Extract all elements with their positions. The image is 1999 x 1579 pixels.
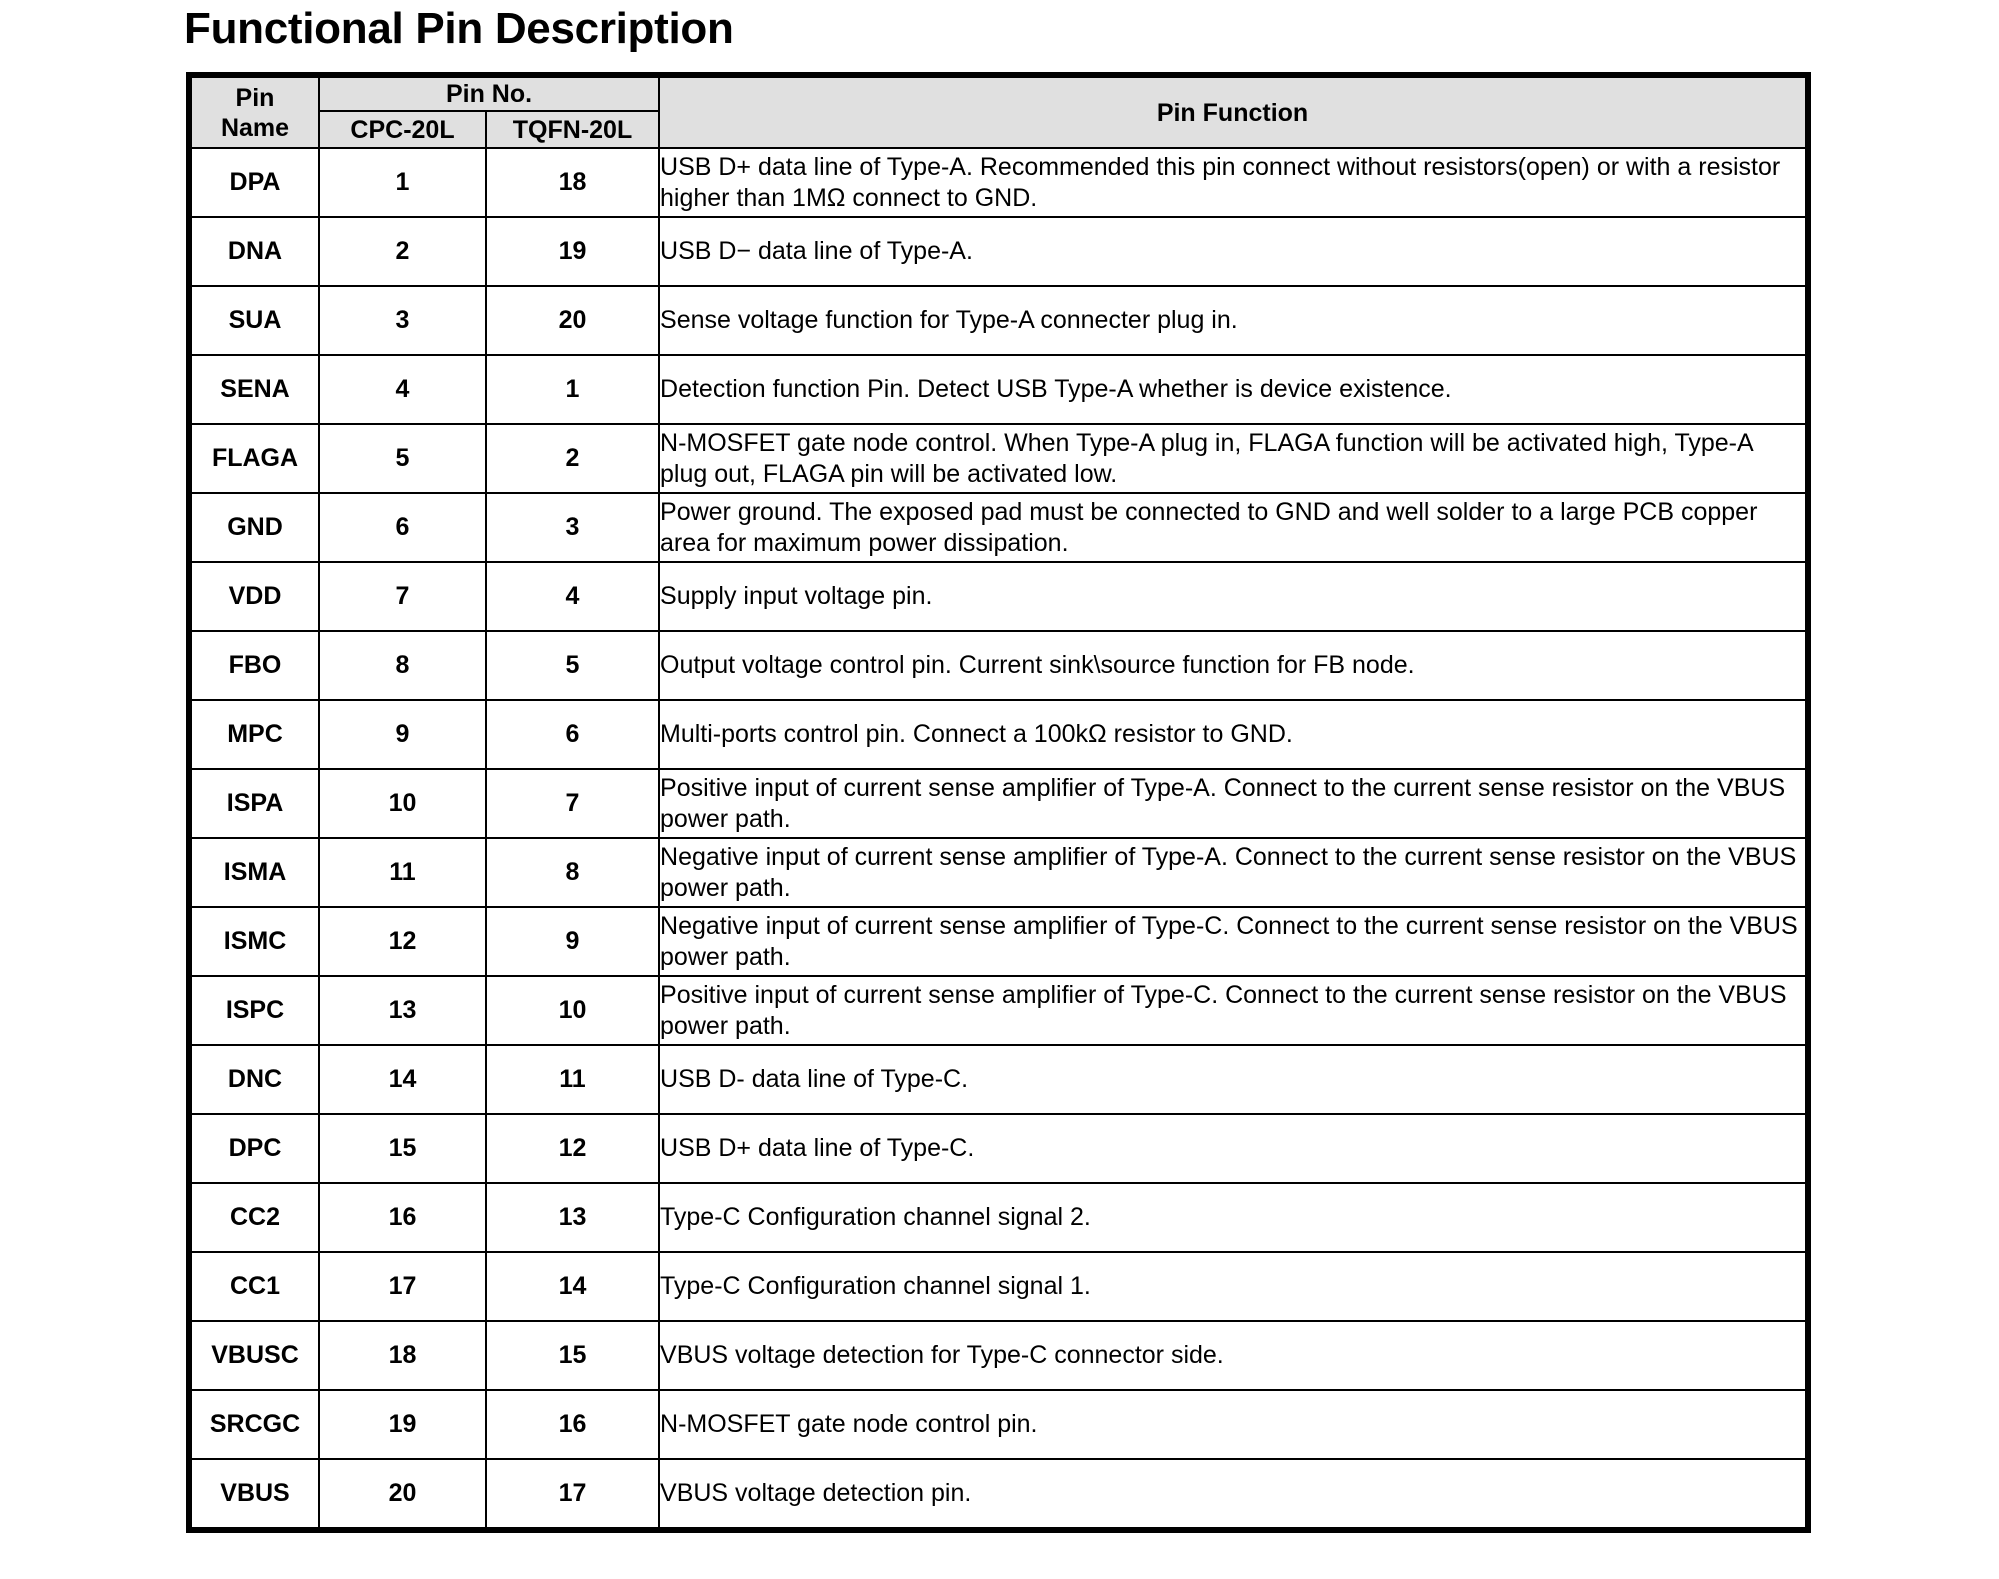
tqfn-pin-cell: 12 xyxy=(486,1114,659,1183)
pin-name-cell: SENA xyxy=(189,355,319,424)
cpc-pin-cell: 20 xyxy=(319,1459,486,1530)
pin-name-cell: FLAGA xyxy=(189,424,319,493)
cpc-pin-cell: 6 xyxy=(319,493,486,562)
header-pin-no: Pin No. xyxy=(319,75,659,111)
table-row xyxy=(189,1459,1808,1530)
tqfn-pin-cell: 10 xyxy=(486,976,659,1045)
tqfn-pin-cell: 9 xyxy=(486,907,659,976)
pin-function-cell: Detection function Pin. Detect USB Type-A whether is device existence. xyxy=(659,355,1808,424)
tqfn-pin-cell: 13 xyxy=(486,1183,659,1252)
table-row xyxy=(189,1045,1808,1114)
table-row xyxy=(189,769,1808,838)
pin-function-cell: Sense voltage function for Type-A connecter plug in. xyxy=(659,286,1808,355)
pin-name-cell: ISMA xyxy=(189,838,319,907)
cpc-pin-cell: 4 xyxy=(319,355,486,424)
cpc-pin-cell: 8 xyxy=(319,631,486,700)
cpc-pin-cell: 12 xyxy=(319,907,486,976)
pin-name-cell: CC2 xyxy=(189,1183,319,1252)
pin-function-cell: USB D+ data line of Type-C. xyxy=(659,1114,1808,1183)
tqfn-pin-cell: 1 xyxy=(486,355,659,424)
table-row xyxy=(189,286,1808,355)
table-row xyxy=(189,562,1808,631)
tqfn-pin-cell: 15 xyxy=(486,1321,659,1390)
pin-name-cell: CC1 xyxy=(189,1252,319,1321)
pin-name-cell: VBUSC xyxy=(189,1321,319,1390)
table-row xyxy=(189,1321,1808,1390)
cpc-pin-cell: 5 xyxy=(319,424,486,493)
pin-function-cell: Power ground. The exposed pad must be connected to GND and well solder to a large PCB copper area for maximum power dissipation. xyxy=(659,493,1808,562)
page-title: Functional Pin Description xyxy=(184,4,734,53)
pin-name-cell: DPC xyxy=(189,1114,319,1183)
table-row xyxy=(189,631,1808,700)
table-row xyxy=(189,976,1808,1045)
cpc-pin-cell: 17 xyxy=(319,1252,486,1321)
pin-function-cell: Type-C Configuration channel signal 1. xyxy=(659,1252,1808,1321)
cpc-pin-cell: 18 xyxy=(319,1321,486,1390)
pin-function-cell: Multi-ports control pin. Connect a 100kΩ resistor to GND. xyxy=(659,700,1808,769)
cpc-pin-cell: 7 xyxy=(319,562,486,631)
tqfn-pin-cell: 18 xyxy=(486,148,659,217)
pin-function-cell: N-MOSFET gate node control. When Type-A plug in, FLAGA function will be activated high, Type-A plug out, FLAGA pin will be activated low. xyxy=(659,424,1808,493)
cpc-pin-cell: 9 xyxy=(319,700,486,769)
pin-name-cell: FBO xyxy=(189,631,319,700)
pin-name-cell: DPA xyxy=(189,148,319,217)
cpc-pin-cell: 10 xyxy=(319,769,486,838)
pin-function-cell: Type-C Configuration channel signal 2. xyxy=(659,1183,1808,1252)
tqfn-pin-cell: 7 xyxy=(486,769,659,838)
tqfn-pin-cell: 11 xyxy=(486,1045,659,1114)
header-pin-name-line1: Pin xyxy=(235,83,275,112)
table-row xyxy=(189,217,1808,286)
table-row xyxy=(189,424,1808,493)
pin-function-cell: USB D+ data line of Type-A. Recommended this pin connect without resistors(open) or with a resistor higher than 1MΩ connect to GND. xyxy=(659,148,1808,217)
pin-function-cell: USB D− data line of Type-A. xyxy=(659,217,1808,286)
cpc-pin-cell: 19 xyxy=(319,1390,486,1459)
table-row xyxy=(189,148,1808,217)
pin-name-cell: SRCGC xyxy=(189,1390,319,1459)
cpc-pin-cell: 16 xyxy=(319,1183,486,1252)
header-tqfn-20l: TQFN-20L xyxy=(486,111,659,148)
pin-function-cell: Negative input of current sense amplifier of Type-C. Connect to the current sense resistor on the VBUS power path. xyxy=(659,907,1808,976)
table-row xyxy=(189,1114,1808,1183)
tqfn-pin-cell: 4 xyxy=(486,562,659,631)
pin-function-cell: Positive input of current sense amplifier of Type-A. Connect to the current sense resistor on the VBUS power path. xyxy=(659,769,1808,838)
pin-name-cell: ISPC xyxy=(189,976,319,1045)
cpc-pin-cell: 15 xyxy=(319,1114,486,1183)
cpc-pin-cell: 3 xyxy=(319,286,486,355)
tqfn-pin-cell: 5 xyxy=(486,631,659,700)
pin-function-cell: Supply input voltage pin. xyxy=(659,562,1808,631)
cpc-pin-cell: 14 xyxy=(319,1045,486,1114)
tqfn-pin-cell: 6 xyxy=(486,700,659,769)
header-cpc-20l: CPC-20L xyxy=(319,111,486,148)
header-pin-function: Pin Function xyxy=(659,75,1808,148)
table-row xyxy=(189,1390,1808,1459)
table-row xyxy=(189,1252,1808,1321)
tqfn-pin-cell: 20 xyxy=(486,286,659,355)
tqfn-pin-cell: 8 xyxy=(486,838,659,907)
header-pin-name-line2: Name xyxy=(220,113,290,142)
table-row xyxy=(189,700,1808,769)
pin-name-cell: GND xyxy=(189,493,319,562)
table-row xyxy=(189,493,1808,562)
pin-function-cell: VBUS voltage detection pin. xyxy=(659,1459,1808,1530)
cpc-pin-cell: 11 xyxy=(319,838,486,907)
pin-function-cell: Positive input of current sense amplifier of Type-C. Connect to the current sense resistor on the VBUS power path. xyxy=(659,976,1808,1045)
table-row xyxy=(189,907,1808,976)
cpc-pin-cell: 13 xyxy=(319,976,486,1045)
table-row xyxy=(189,1183,1808,1252)
pin-name-cell: ISPA xyxy=(189,769,319,838)
pin-function-cell: Output voltage control pin. Current sink\source function for FB node. xyxy=(659,631,1808,700)
tqfn-pin-cell: 3 xyxy=(486,493,659,562)
pin-function-cell: USB D- data line of Type-C. xyxy=(659,1045,1808,1114)
header-pin-name xyxy=(189,75,319,148)
pin-name-cell: MPC xyxy=(189,700,319,769)
pin-name-cell: DNA xyxy=(189,217,319,286)
tqfn-pin-cell: 14 xyxy=(486,1252,659,1321)
tqfn-pin-cell: 17 xyxy=(486,1459,659,1530)
pin-function-cell: Negative input of current sense amplifier of Type-A. Connect to the current sense resistor on the VBUS power path. xyxy=(659,838,1808,907)
tqfn-pin-cell: 19 xyxy=(486,217,659,286)
pin-description-table xyxy=(186,72,1811,1533)
pin-function-cell: N-MOSFET gate node control pin. xyxy=(659,1390,1808,1459)
cpc-pin-cell: 2 xyxy=(319,217,486,286)
table-row xyxy=(189,838,1808,907)
pin-name-cell: VDD xyxy=(189,562,319,631)
pin-name-cell: SUA xyxy=(189,286,319,355)
pin-name-cell: ISMC xyxy=(189,907,319,976)
pin-name-cell: DNC xyxy=(189,1045,319,1114)
table-row xyxy=(189,355,1808,424)
pin-name-cell: VBUS xyxy=(189,1459,319,1530)
tqfn-pin-cell: 16 xyxy=(486,1390,659,1459)
cpc-pin-cell: 1 xyxy=(319,148,486,217)
pin-function-cell: VBUS voltage detection for Type-C connector side. xyxy=(659,1321,1808,1390)
tqfn-pin-cell: 2 xyxy=(486,424,659,493)
